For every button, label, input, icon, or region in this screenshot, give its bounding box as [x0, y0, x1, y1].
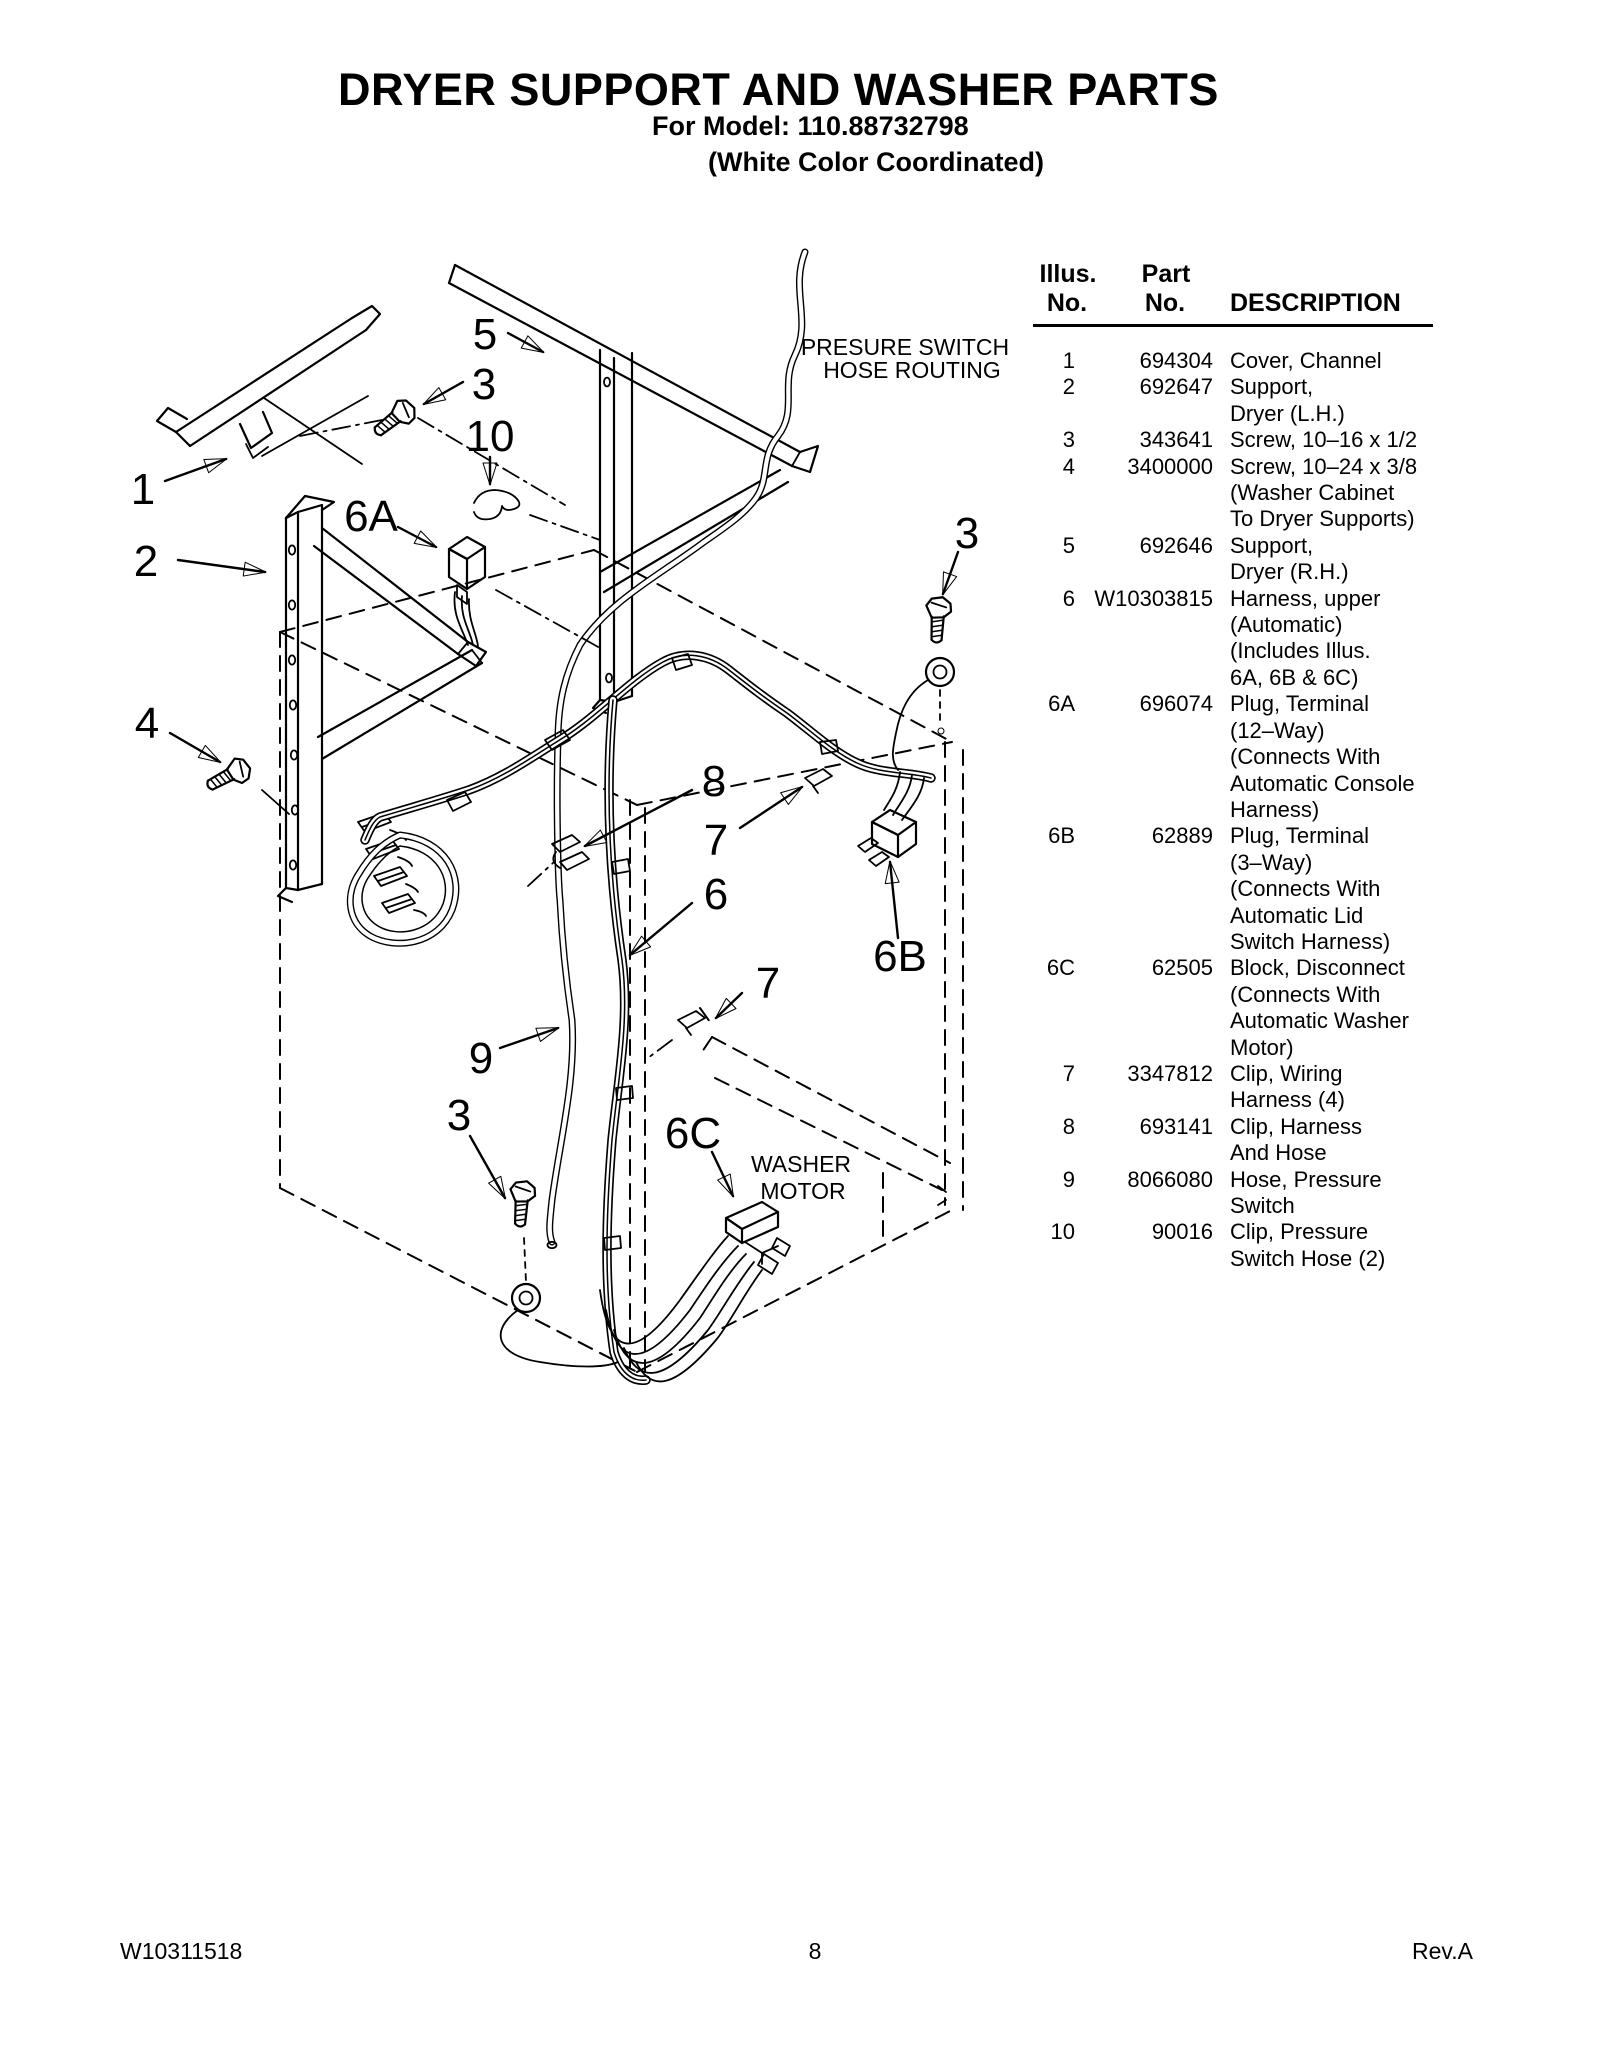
page-title: DRYER SUPPORT AND WASHER PARTS	[338, 64, 1219, 115]
description-line: (Washer Cabinet	[1230, 480, 1395, 506]
part-no-cell: 693141	[1139, 1113, 1213, 1139]
description-line: Clip, Pressure	[1230, 1219, 1369, 1245]
illus-no-cell: 1	[1062, 348, 1075, 373]
table-row	[1020, 1061, 1440, 1114]
description-cell	[1213, 586, 1440, 692]
callout-2-label: 2	[133, 537, 159, 586]
description-cell	[1213, 1219, 1440, 1272]
description-line: To Dryer Supports)	[1230, 506, 1415, 532]
description-line: Screw, 10–16 x 1/2	[1230, 427, 1418, 453]
part-no-header-line1: Part	[1141, 260, 1191, 288]
part-no-cell: 62889	[1151, 823, 1213, 849]
callout-6a-label: 6A	[344, 492, 398, 541]
illus-no-cell: 10	[1050, 1219, 1075, 1245]
description-line: Support,	[1230, 374, 1314, 400]
description-line: Dryer (L.H.)	[1230, 400, 1345, 426]
illus-no-cell: 6B	[1048, 823, 1075, 849]
callout-3-right-label: 3	[954, 509, 980, 558]
callout-6-label: 6	[703, 870, 729, 919]
part-no-cell: 8066080	[1127, 1166, 1213, 1192]
illus-no-header-line2: No.	[1046, 289, 1088, 317]
part-no-cell: W10303815	[1094, 585, 1213, 611]
part-no-cell: 692647	[1139, 374, 1213, 400]
description-cell	[1213, 1061, 1440, 1114]
description-line: Screw, 10–24 x 3/8	[1230, 453, 1418, 479]
callout-6c-label: 6C	[664, 1109, 722, 1158]
description-line: Cover, Channel	[1230, 348, 1382, 373]
description-line: (3–Way)	[1230, 849, 1313, 875]
disconnect-block-6c	[726, 1202, 790, 1274]
table-row	[1020, 586, 1440, 692]
description-line: Clip, Harness	[1230, 1113, 1363, 1139]
terminal-plug-6b	[858, 772, 924, 866]
table-row	[1020, 823, 1440, 955]
description-cell	[1213, 374, 1440, 427]
table-row	[1020, 374, 1440, 427]
part-no-cell: 343641	[1139, 427, 1213, 453]
document-number: W10311518	[120, 1938, 243, 1964]
table-row	[1020, 427, 1440, 453]
callout-5-label: 5	[472, 310, 498, 359]
description-line: (Includes Illus.	[1230, 638, 1371, 664]
callout-8-label: 8	[701, 757, 727, 806]
description-line: Harness, upper	[1230, 585, 1381, 611]
description-line: Switch	[1230, 1193, 1295, 1218]
illus-no-cell: 7	[1062, 1060, 1075, 1086]
wiring-clip-7-upper	[805, 769, 832, 793]
description-line: And Hose	[1230, 1140, 1327, 1166]
description-line: (Connects With	[1230, 876, 1381, 902]
illus-no-cell: 6C	[1046, 955, 1075, 981]
color-coordination-line: (White Color Coordinated)	[708, 147, 1044, 177]
terminal-plug-6a	[449, 537, 600, 648]
washer-motor-label-line1: WASHER	[750, 1151, 852, 1177]
part-no-cell: 90016	[1151, 1219, 1213, 1245]
description-cell	[1213, 1167, 1440, 1220]
upper-harness-part-6	[350, 654, 931, 1381]
description-cell	[1213, 955, 1440, 1061]
washer-motor-label-line2: MOTOR	[760, 1178, 846, 1204]
revision-label: Rev.A	[1412, 1938, 1473, 1964]
illus-no-cell: 4	[1062, 453, 1075, 479]
page-number: 8	[808, 1938, 822, 1964]
description-cell	[1213, 823, 1440, 955]
table-row	[1020, 533, 1440, 586]
description-cell	[1213, 427, 1440, 453]
description-line: Automatic Lid	[1230, 902, 1364, 928]
left-dryer-support-part-2	[278, 496, 486, 902]
description-line: Dryer (R.H.)	[1230, 559, 1349, 585]
callout-9-label: 9	[468, 1034, 494, 1083]
description-line: Block, Disconnect	[1230, 955, 1405, 981]
part-no-cell: 3347812	[1127, 1060, 1213, 1086]
description-line: Plug, Terminal	[1230, 823, 1369, 849]
callout-10-label: 10	[465, 412, 515, 461]
description-cell	[1213, 454, 1440, 533]
pressure-switch-hose-part-9	[548, 252, 806, 1248]
description-line: Motor)	[1230, 1034, 1294, 1060]
description-line: Switch Hose (2)	[1230, 1245, 1386, 1271]
callout-4-label: 4	[134, 699, 160, 748]
description-line: (Connects With	[1230, 981, 1381, 1007]
table-row	[1020, 955, 1440, 1061]
wiring-clip-7-lower	[648, 1011, 705, 1058]
exploded-parts-diagram	[80, 240, 1020, 1470]
screw-3-bottom	[501, 1180, 618, 1366]
part-no-cell: 692646	[1139, 532, 1213, 558]
description-cell	[1213, 691, 1440, 823]
description-line: (12–Way)	[1230, 717, 1325, 743]
callout-3-bottom-label: 3	[446, 1091, 472, 1140]
callout-6b-label: 6B	[873, 932, 927, 981]
illus-no-header-line1: Illus.	[1039, 260, 1097, 288]
description-line: Automatic Washer	[1230, 1008, 1409, 1034]
part-no-cell: 694304	[1139, 348, 1213, 373]
description-line: Plug, Terminal	[1230, 691, 1369, 717]
description-line: Support,	[1230, 532, 1314, 558]
illus-no-cell: 9	[1062, 1166, 1075, 1192]
callout-1-label: 1	[130, 465, 156, 514]
table-row	[1020, 1167, 1440, 1220]
description-cell	[1213, 348, 1440, 374]
pressure-switch-hose-routing-label-line2: HOSE ROUTING	[823, 357, 1001, 383]
description-line: Clip, Wiring	[1230, 1060, 1343, 1086]
illus-no-cell: 3	[1062, 427, 1075, 453]
description-line: Hose, Pressure	[1230, 1166, 1382, 1192]
description-cell	[1213, 533, 1440, 586]
pressure-switch-hose-routing-label-line1: PRESURE SWITCH	[800, 334, 1010, 360]
table-row	[1020, 454, 1440, 533]
table-row	[1020, 691, 1440, 823]
description-line: Automatic Console	[1230, 770, 1415, 796]
parts-table-body	[1020, 348, 1440, 1272]
illus-no-cell: 6	[1062, 585, 1075, 611]
table-row	[1020, 1219, 1440, 1272]
description-line: (Connects With	[1230, 744, 1381, 770]
table-header-rule	[1033, 324, 1433, 327]
description-line: Harness)	[1230, 796, 1320, 822]
table-row	[1020, 1114, 1440, 1167]
description-line: (Automatic)	[1230, 612, 1343, 638]
part-no-cell: 62505	[1151, 955, 1213, 981]
part-no-cell: 3400000	[1127, 453, 1213, 479]
part-no-header-line2: No.	[1144, 289, 1186, 317]
callout-7-lower-label: 7	[755, 959, 781, 1008]
illus-no-cell: 8	[1062, 1113, 1075, 1139]
description-line: Harness (4)	[1230, 1087, 1345, 1113]
channel-cover-part-1	[157, 306, 380, 464]
model-number-line: For Model: 110.88732798	[652, 111, 969, 141]
screw-4	[202, 754, 289, 814]
illus-no-cell: 6A	[1048, 691, 1075, 717]
table-row	[1020, 348, 1440, 374]
description-header: DESCRIPTION	[1230, 289, 1401, 317]
illus-no-cell: 5	[1062, 532, 1075, 558]
description-line: Switch Harness)	[1230, 928, 1391, 954]
part-no-cell: 696074	[1139, 691, 1213, 717]
pressure-hose-clip-10	[474, 490, 600, 540]
illus-no-cell: 2	[1062, 374, 1075, 400]
description-line: 6A, 6B & 6C)	[1230, 664, 1359, 690]
callout-7-upper-label: 7	[703, 816, 729, 865]
description-cell	[1213, 1114, 1440, 1167]
callout-3-top-label: 3	[471, 360, 497, 409]
